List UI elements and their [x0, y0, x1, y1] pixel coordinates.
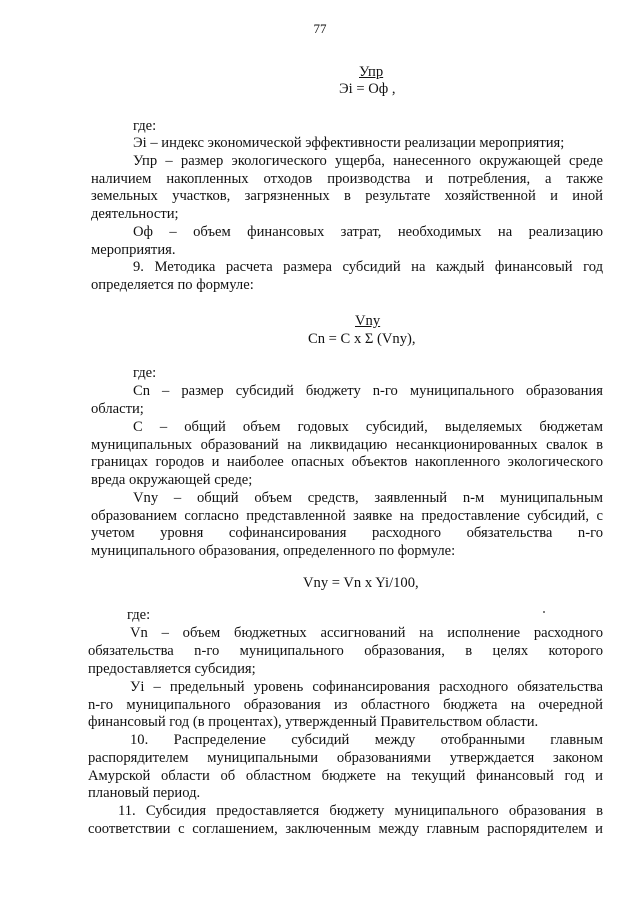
definition-of-line: Оф – объем финансовых затрат, необходимых на реализацию: [133, 224, 603, 240]
item9-line: определяется по формуле:: [91, 277, 254, 293]
definition-of-line: мероприятия.: [91, 242, 176, 258]
where-label: где:: [133, 365, 157, 381]
definition-c-line: границах городов и наиболее опасных объектов накопленного экологического: [91, 454, 603, 470]
definition-yi-line: финансовый год (в процентах), утвержденный Правительством области.: [88, 714, 539, 730]
definition-vny-line: образованием согласно представленной заявке на предоставление субсидий, с: [91, 508, 603, 524]
definition-cn-line: области;: [91, 401, 144, 417]
item10-line: 10. Распределение субсидий между отобранными главным: [130, 732, 603, 748]
definition-vny-line: муниципального образования, определенного по формуле:: [91, 543, 456, 559]
definition-c-line: С – общий объем годовых субсидий, выделяемых бюджетам: [133, 419, 603, 435]
definition-vny-line: учетом уровня софинансирования расходного обязательства n-го: [91, 525, 603, 541]
definition-vn-line: предоставляется субсидия;: [88, 661, 256, 677]
formula1-numerator: Упр: [359, 64, 384, 80]
definition-upr-line: Упр – размер экологического ущерба, нанесенного окружающей среде: [133, 153, 603, 169]
formula2-expression: Cn = C x Σ (Vny),: [308, 331, 416, 347]
item10-line: Амурской области об областном бюджете на текущий финансовый год и: [88, 768, 603, 784]
definition-vn-line: обязательства n-го муниципального образования, в целях которого: [88, 643, 603, 659]
definition-upr-line: наличием накопленных отходов производства и потребления, а также: [91, 171, 603, 187]
definition-ei: Эi – индекс экономической эффективности реализации мероприятия;: [133, 135, 565, 151]
where-label: где:: [133, 118, 157, 134]
definition-c-line: муниципальных образований на ликвидацию несанкционированных свалок в: [91, 437, 603, 453]
item11-line: соответствии с соглашением, заключенным между главным распорядителем и: [88, 821, 603, 837]
definition-yi-line: Уi – предельный уровень софинансирования расходного обязательства: [130, 679, 603, 695]
definition-yi-line: n-го муниципального образования из областного бюджета на очередной: [88, 697, 603, 713]
definition-upr-line: земельных участков, загрязненных в результате хозяйственной и иной: [91, 188, 603, 204]
formula3-expression: Vny = Vn x Yi/100,: [303, 575, 419, 591]
item10-line: плановый период.: [88, 785, 201, 801]
item11-line: 11. Субсидия предоставляется бюджету муниципального образования в: [118, 803, 603, 819]
page-number: 77: [313, 21, 327, 36]
definition-vny-line: Vny – общий объем средств, заявленный n-м муниципальным: [133, 490, 603, 506]
where-label: где:: [127, 607, 151, 623]
definition-vn-line: Vn – объем бюджетных ассигнований на исполнение расходного: [130, 625, 603, 641]
definition-c-line: вреда окружающей среде;: [91, 472, 253, 488]
item10-line: распорядителем муниципальными образованиями утверждается законом: [88, 750, 603, 766]
item9-line: 9. Методика расчета размера субсидий на каждый финансовый год: [133, 259, 603, 275]
definition-cn-line: Cn – размер субсидий бюджету n-го муниципального образования: [133, 383, 603, 399]
definition-upr-line: деятельности;: [91, 206, 179, 222]
formula2-numerator: Vny: [355, 313, 381, 329]
scan-speck: [543, 611, 545, 613]
formula1-expression: Эi = Оф ,: [339, 81, 396, 97]
